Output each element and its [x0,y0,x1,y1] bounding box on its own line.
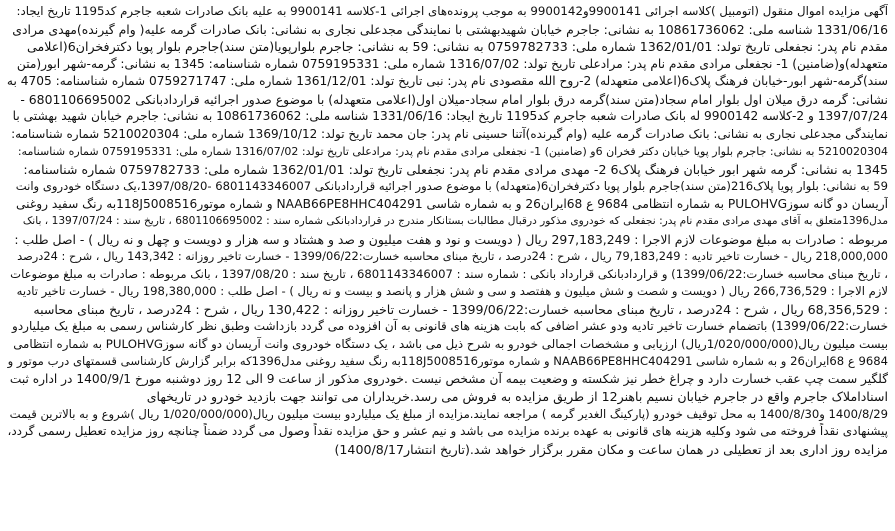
notice-line: مزایده روز اداری بعد از تعطیلی در همان ساعت و مکان مقرر برگزار خواهد شد.(تاریخ انتشار1400/8/17) [334,441,888,457]
notice-line: گلگیر سمت چپ عقب خسارت دارد و چراغ خطر نیز شکسته و وضعیت بیمه آن مشخص نیست .خودروی مذکور از ساعت 9 الی 12 روز دوشنبه مورخ 1400/9/1 در اداره ثبت [9,371,888,386]
notice-line: 1331/06/16 شناسه ملی: 10861736062 به نشانی: جاجرم خیابان شهیدبهشتی با نمایندگی مجدعلی نجاری به نشانی: بانک صادرات گرمه علیه( وام گیرنده)مهدی مرادی [12,21,888,37]
notice-line: 1397/07/24 و 2-کلاسه 9900142 له بانک صادرات شعبه جاجرم کد1195 تاریخ ایجاد: 1331/06/16 شناسه ملی: 10861736062 به نشانی: جاجرم خیابان شهید بهشتی با [12,109,888,123]
notice-line: نشانی: گرمه درق میلان اول بلوار امام سجاد(متن سند)گرمه درق بلوار امام سجاد-میلان اول(اعلامی متعهدله) با موضوع صدور اجرائیه قراردادبانکی 6801106695002 - [20,91,888,107]
notice-line: : 68,356,529 ریال ، شرح : 24درصد ، تاریخ مبنای محاسبه خسارت:1399/06/22 - خسارت تاخیر روزانه : 130,422 ریال ، شرح : 24درصد ، تاریخ مبنای محاسبه [33,301,888,317]
notice-line: 218,000,000 ریال - خسارت تاخیر تادیه : 79,183,249 ریال ، شرح : 24درصد ، تاریخ مبنای محاسبه خسارت:1399/06/22 - خسارت تاخیر روزانه : 143,342 ریال ، شرح : 24درصد [17,249,888,263]
notice-line: آریسان دو گانه سوزPULOHVG به شماره انتظامی 9684 ع 68ایران26 و به شماره شاسی NAAB66PE8HHC404291 و شماره موتور118J5008516به رنگ سفید روغنی [16,196,888,211]
notice-line: لازم الاجرا : 266,736,529 ریال ( دویست و شصت و شش میلیون و هفتصد و سی و شش هزار و پانصد و بیست و نه ریال ) - اصل طلب : 198,380,000 ریال - خسارت تاخیر تادیه [16,284,888,298]
notice-line: 59 به نشانی: بلوار پویا پلاک216(متن سند)جاجرم بلوار پویا دکترفخران6(متعهدله) با موضوع صدور اجرائیه قراردادبانکی 6801143346007 -1397/08/20،یک دستگاه خودروی وانت [15,179,888,193]
notice-line: 5210020304 به نشانی: جاجرم بلوار پویا خیابان دکتر فخران 6و (ضامنین) 1- نجفعلی مرادی مقدم نام پدر: مرادعلی تاریخ تولد: 1316/07/02 شماره ملی: 0759195331 شماره شناسنامه: [17,145,888,158]
notice-line: سند)گرمه-شهر ابور-خیابان فرهنگ پلاک6(اعلامی متعهدله) 2-روح الله مقصودی نام پدر: نبی تاریخ تولد: 1361/12/01 شماره ملی: 0759271747 شماره شناسنامه: 4705 به [7,74,888,88]
notice-line: اسناداملاک جاجرم واقع در جاجرم خیابان نسیم باهنر12 از طریق مزایده به فروش می رسد.خریداران می توانند جهت بازدید خودرو در تاریخهای [146,389,888,404]
notice-line: 1400/8/29 و1400/8/30 به محل توقیف خودرو (پارکینگ الغدیر گرمه ) مراجعه نمایند.مزایده از مبلغ یک میلیاردو بیست میلیون ریال(1/020/000/000 ریال )شروع و به بالاترین قیمت [9,406,888,421]
notice-line: متعهدله)و(ضامنین) 1- نجفعلی مرادی مقدم نام پدر: مرادعلی تاریخ تولد: 1316/07/02 شماره ملی: 0759195331 شماره شناسنامه: 1345 به نشانی: گرمه-شهر ابور(متن [16,56,888,71]
notice-line: مقدم نام پدر: نجفعلی تاریخ تولد: 1362/01/01 شماره ملی: 0759782733 به نشانی: 59 به نشانی: جاجرم بلوارپویا(متن سند)جاجرم بلوار پویا دکترفخران6(اعلامی [27,39,888,54]
notice-line: آگهی مزایده اموال منقول (اتومبیل )کلاسه اجرائی 9900141و9900142 به موجب پرونده‌های اجرائی 1-کلاسه 9900141 به علیه بانک صادرات شعبه جاجرم کد1195 تاریخ ایجاد: [16,4,888,18]
notice-line: بیست میلیون ریال(1/020/000/000ریال) ارزیابی و مشخصات اجمالی خودرو به شرح ذیل می باشد ، یک دستگاه خودروی وانت آریسان دو گانه سوزPULOHVG به شماره انتظامی [13,336,888,351]
notice-line: 1345 به نشانی: گرمه شهر ابور خیابان فرهنگ پلاک6 2- مهدی مرادی مقدم نام پدر: نجفعلی تاریخ تولد: 1362/01/01 شماره ملی: 0759782733 شماره شناسنامه: [23,161,888,177]
notice-line: مدل1396متعلق به آقای مهدی مرادی مقدم نام پدر: نجفعلی که خودروی مذکور درقبال مطالبات بستانکار مندرج در قراردادبانکی شماره سند : 6801106695002 ، تاریخ سند : 1397/07/24 ، بانک [22,215,888,227]
notice-line: نمایندگی مجدعلی نجاری به نشانی: بانک صادرات گرمه علیه (وام گیرنده)آتنا حسینی نام پدر: جان محمد تاریخ تولد: 1369/10/12 شماره ملی: 5210020304 شماره شناسنامه: [11,126,888,141]
notice-line: مربوطه : صادرات به مبلغ موضوعات لازم الاجرا : 297,183,249 ریال ( دویست و نود و هفت میلیون و صد و هشتاد و سه هزار و دویست و چهل و نه ریال ) - اصل طلب : [14,231,888,247]
notice-line: 9684 ع 68ایران26 و به شماره شاسی NAAB66PE8HHC404291 و شماره موتور118J5008516به رنگ سفید روغنی مدل1396که برابر گزارش کارشناسی قسمتهای درب موتور و [7,354,888,368]
notice-line: ، تاریخ مبنای محاسبه خسارت:1399/06/22) و قراردادبانکی قرارداد بانکی : شماره سند : 6801143346007 ، تاریخ سند : 1397/08/20 ، بانک مربوطه : صادرات به مبلغ موضوعات [10,266,888,281]
notice-line: خسارت:1399/06/22) باتضمام خسارت تاخیر تادیه ودو عشر اضافی که بابت هزینه های قانونی به آن افزوده می گردد بازداشت وطبق نظر کارشناس رسمی به مبلغ یک میلیاردو [12,319,888,333]
notice-line: پیشنهادی نقداً فروخته می شود وکلیه هزینه های قانونی به عهده برنده مزایده می باشد و نیم عشر و حق مزایده نقداً وصول می گردد ضمناً چنانچه روز مزایده تعطیل رسمی گردد، [7,424,888,438]
